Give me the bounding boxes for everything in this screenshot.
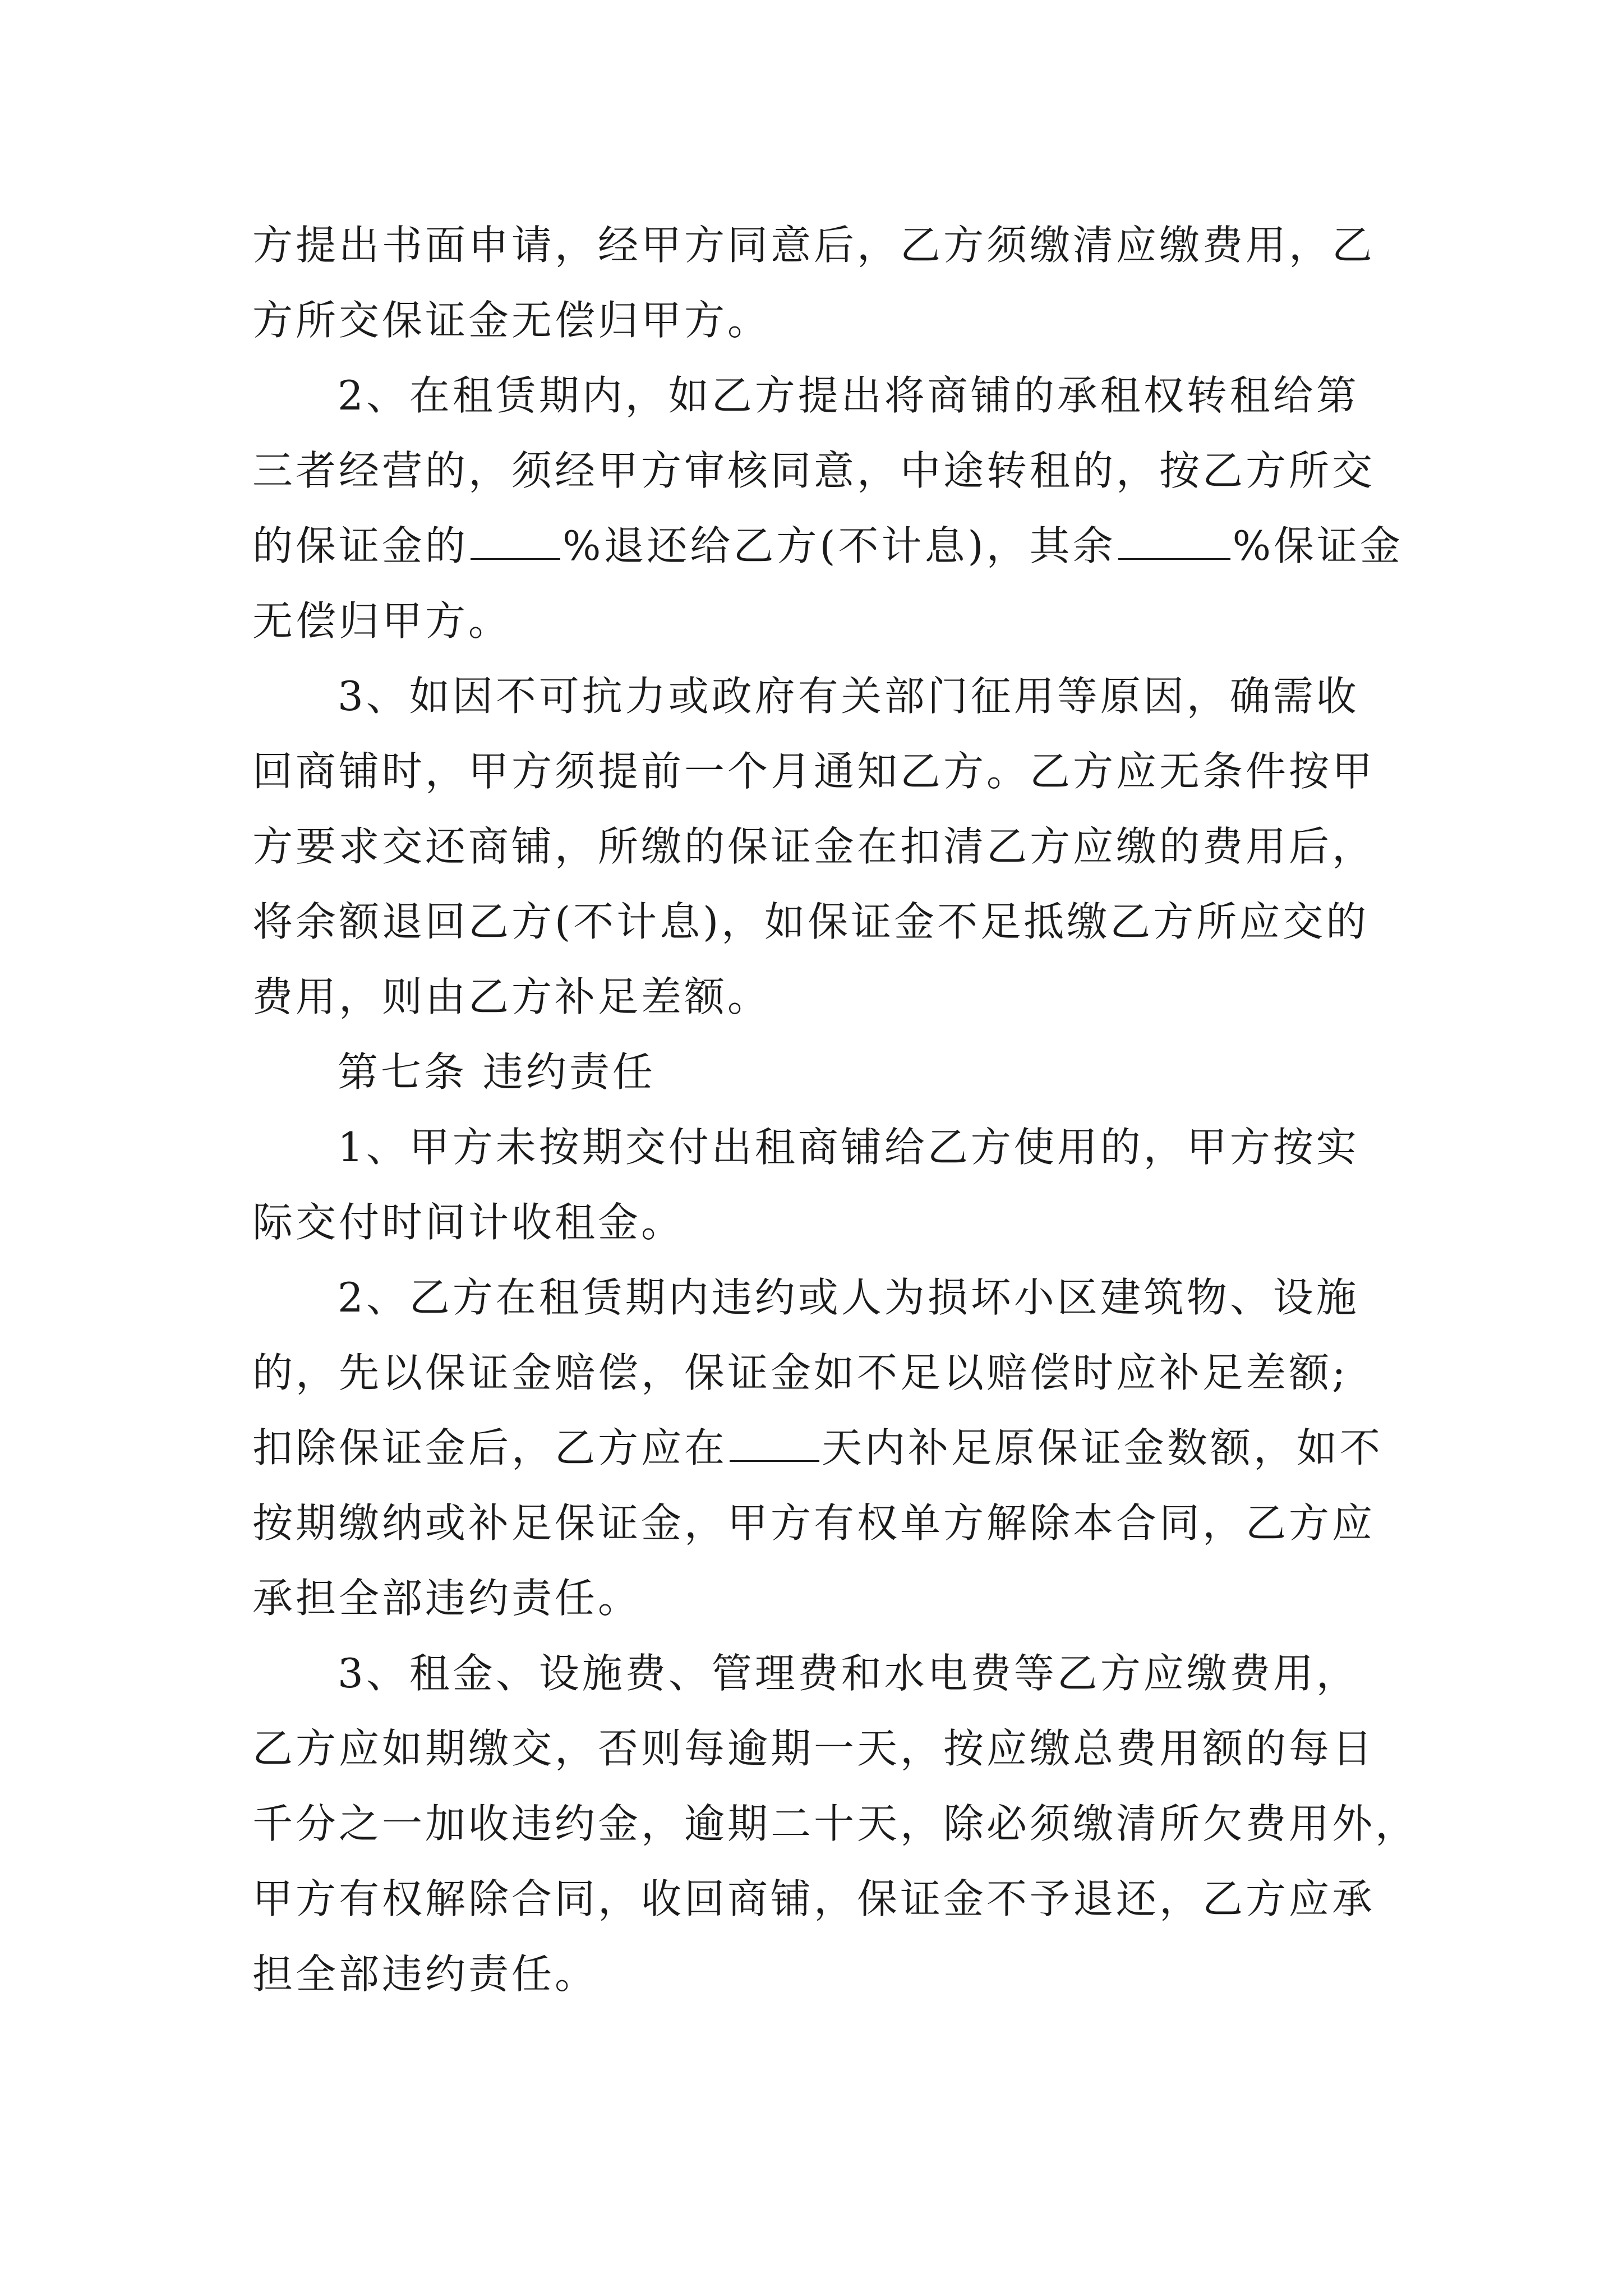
text-line: 三者经营的，须经甲方审核同意，中途转租的，按乙方所交 — [252, 447, 1376, 494]
text-line: 1、甲方未按期交付出租商铺给乙方使用的，甲方按实 — [338, 1124, 1359, 1171]
fill-in-blank — [471, 524, 560, 560]
text-line: 方要求交还商铺，所缴的保证金在扣清乙方应缴的费用后， — [252, 823, 1376, 870]
text-line: 按期缴纳或补足保证金，甲方有权单方解除本合同，乙方应 — [252, 1499, 1376, 1547]
section-heading: 第七条 违约责任 — [338, 1048, 656, 1096]
text-line-with-blanks — [252, 508, 1408, 583]
text-line: 乙方应如期缴交，否则每逾期一天，按应缴总费用额的每日 — [252, 1725, 1376, 1772]
text-segment: 天内补足原保证金数额，如不 — [822, 1424, 1384, 1471]
text-segment: 扣除保证金后，乙方应在 — [252, 1424, 728, 1471]
text-line: 3、租金、设施费、管理费和水电费等乙方应缴费用， — [338, 1650, 1359, 1697]
text-line: 无偿归甲方。 — [252, 597, 512, 645]
text-line: 将余额退回乙方(不计息)，如保证金不足抵缴乙方所应交的 — [252, 898, 1370, 945]
text-line: 际交付时间计收租金。 — [252, 1199, 685, 1246]
text-line: 甲方有权解除合同，收回商铺，保证金不予退还，乙方应承 — [252, 1875, 1376, 1922]
text-line: 费用，则由乙方补足差额。 — [252, 973, 771, 1020]
paragraph-sublease — [252, 358, 1408, 659]
text-segment: 的保证金的 — [252, 522, 469, 569]
fill-in-blank — [730, 1427, 819, 1462]
text-line: 千分之一加收违约金，逾期二十天，除必须缴清所欠费用外， — [252, 1800, 1419, 1847]
text-line: 方所交保证金无偿归甲方。 — [252, 297, 771, 344]
text-line: 方提出书面申请，经甲方同意后，乙方须缴清应缴费用，乙 — [252, 222, 1376, 269]
paragraph-continuation — [252, 208, 1408, 358]
paragraph-late-payment — [252, 1636, 1419, 2012]
text-line: 2、乙方在租赁期内违约或人为损坏小区建筑物、设施 — [338, 1274, 1359, 1321]
fill-in-blank — [1118, 524, 1230, 560]
text-line: 回商铺时，甲方须提前一个月通知乙方。乙方应无条件按甲 — [252, 748, 1376, 795]
text-line: 承担全部违约责任。 — [252, 1575, 642, 1622]
text-line: 2、在租赁期内，如乙方提出将商铺的承租权转租给第 — [338, 372, 1359, 419]
text-line-with-blank — [252, 1410, 1408, 1485]
document-body — [252, 208, 1419, 2012]
text-line: 的，先以保证金赔偿，保证金如不足以赔偿时应补足差额; — [252, 1349, 1349, 1396]
paragraph-force-majeure — [252, 659, 1408, 1034]
text-line: 3、如因不可抗力或政府有关部门征用等原因，确需收 — [338, 673, 1359, 720]
paragraph-late-delivery — [252, 1110, 1408, 1260]
text-line: 担全部违约责任。 — [252, 1950, 598, 1998]
paragraph-damage — [252, 1260, 1408, 1636]
text-segment: %保证金 — [1232, 522, 1404, 569]
text-segment: %退还给乙方(不计息)，其余 — [562, 522, 1116, 569]
